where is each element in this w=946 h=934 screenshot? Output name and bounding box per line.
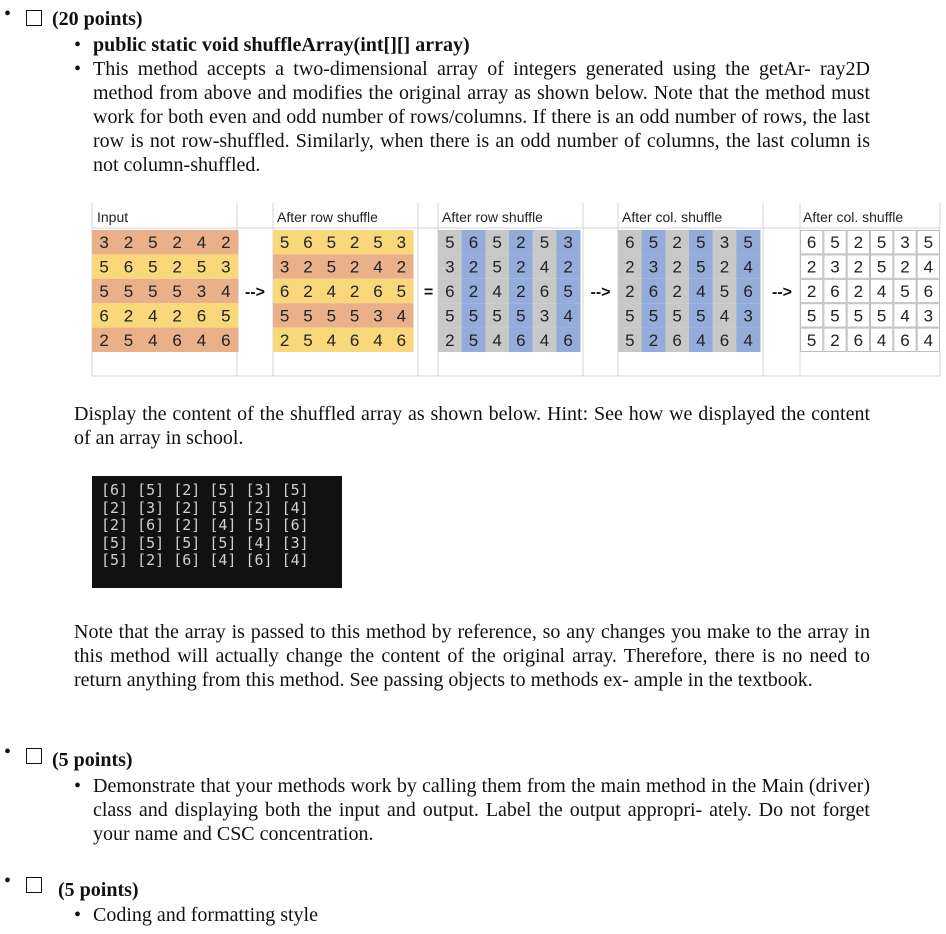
cell-value: 5 xyxy=(672,306,682,326)
cell-value: 4 xyxy=(923,257,934,277)
cell-value: 4 xyxy=(743,330,753,350)
cell-value: 5 xyxy=(221,306,231,326)
cell-value: 4 xyxy=(373,257,383,277)
console-output xyxy=(92,476,342,588)
cell-value: 5 xyxy=(373,233,383,253)
cell-value: 5 xyxy=(696,257,706,277)
cell-value: 2 xyxy=(900,257,910,277)
cell-value: 2 xyxy=(279,330,290,350)
cell-value: 6 xyxy=(648,282,659,301)
cell-value: 2 xyxy=(563,257,573,277)
cell-value: 2 xyxy=(830,330,840,350)
cell-value: 2 xyxy=(516,233,526,253)
cell-value: 5 xyxy=(468,330,479,350)
cell-value: 4 xyxy=(396,306,407,326)
cell-value: 5 xyxy=(99,282,109,301)
sub-bullet-dot: • xyxy=(74,34,82,56)
section3-description: Coding and formatting style xyxy=(93,904,318,926)
cell-value: 5 xyxy=(492,306,502,326)
cell-value: 2 xyxy=(806,257,817,277)
cell-value: 6 xyxy=(279,282,290,301)
console-line: [5] [5] [5] [5] [4] [3] xyxy=(101,533,309,552)
cell-value: 5 xyxy=(696,306,706,326)
cell-value: 5 xyxy=(445,306,455,326)
cell-value: 5 xyxy=(806,306,817,326)
cell-value: 3 xyxy=(648,257,659,277)
sub-bullet-dot: • xyxy=(74,904,82,926)
console-line: [2] [6] [2] [4] [5] [6] xyxy=(101,516,309,534)
cell-value: 4 xyxy=(900,306,910,326)
cell-value: 2 xyxy=(672,282,682,301)
cell-value: 5 xyxy=(876,233,887,253)
cell-value: 6 xyxy=(349,330,360,350)
cell-value: 6 xyxy=(672,330,682,350)
cell-value: 5 xyxy=(876,257,887,277)
section3-checkbox[interactable] xyxy=(26,877,42,893)
cell-value: 6 xyxy=(853,330,864,350)
cell-value: 4 xyxy=(923,330,934,350)
cell-value: 2 xyxy=(672,233,682,253)
cell-value: 2 xyxy=(349,233,360,253)
cell-value: 2 xyxy=(468,257,479,277)
section1-bullet: • xyxy=(4,3,12,25)
shuffle-table-grid xyxy=(0,0,946,400)
cell-value: 3 xyxy=(743,306,753,326)
section2-description: Demonstrate that your methods work by calling them from the main method in the Main (driver) class and displaying both the input and output. Label the output appropri- ately. Do not forget your name and CSC concentration. xyxy=(93,775,870,845)
cell-value: 6 xyxy=(303,233,313,253)
cell-value: 5 xyxy=(148,233,158,253)
cell-value: 2 xyxy=(349,282,360,301)
cell-value: 4 xyxy=(876,330,887,350)
cell-value: 2 xyxy=(648,330,659,350)
cell-value: 2 xyxy=(445,330,455,350)
cell-value: 5 xyxy=(648,233,659,253)
console-line: [2] [3] [2] [5] [2] [4] xyxy=(101,498,309,517)
cell-value: 4 xyxy=(148,306,158,326)
section3-points: (5 points) xyxy=(58,879,139,901)
cell-value: 6 xyxy=(196,306,207,326)
cell-value: 6 xyxy=(396,330,407,350)
sub-bullet-dot: • xyxy=(74,58,82,80)
cell-value: 5 xyxy=(563,282,573,301)
cell-value: 5 xyxy=(172,282,182,301)
cell-value: 2 xyxy=(172,306,182,326)
cell-value: 5 xyxy=(876,306,887,326)
section2-checkbox[interactable] xyxy=(26,748,42,764)
cell-value: 2 xyxy=(349,257,360,277)
cell-value: 5 xyxy=(148,257,158,277)
cell-value: 3 xyxy=(373,306,383,326)
sub-bullet-dot: • xyxy=(74,775,82,797)
cell-value: 4 xyxy=(492,330,502,350)
cell-value: 5 xyxy=(148,282,158,301)
cell-value: 5 xyxy=(923,233,934,253)
section2-bullet: • xyxy=(4,741,12,763)
cell-value: 5 xyxy=(625,306,635,326)
cell-value: 4 xyxy=(196,233,207,253)
section2-points: (5 points) xyxy=(52,749,133,771)
cell-value: 3 xyxy=(99,233,109,253)
cell-value: 6 xyxy=(99,306,109,326)
cell-value: 5 xyxy=(445,233,455,253)
cell-value: 6 xyxy=(625,233,635,253)
cell-value: 5 xyxy=(806,330,817,350)
cell-value: 5 xyxy=(123,330,134,350)
cell-value: 5 xyxy=(830,233,840,253)
cell-value: 6 xyxy=(900,330,910,350)
transition-arrow: = xyxy=(423,284,434,301)
cell-value: 6 xyxy=(445,282,455,301)
cell-value: 3 xyxy=(196,282,207,301)
cell-value: 6 xyxy=(743,282,753,301)
cell-value: 4 xyxy=(492,282,502,301)
cell-value: 5 xyxy=(696,233,706,253)
cell-value: 5 xyxy=(326,306,337,326)
cell-value: 2 xyxy=(625,257,635,277)
cell-value: 4 xyxy=(326,282,337,301)
cell-value: 2 xyxy=(516,282,526,301)
cell-value: 4 xyxy=(221,282,231,301)
cell-value: 6 xyxy=(719,330,730,350)
cell-value: 2 xyxy=(99,330,109,350)
cell-value: 3 xyxy=(539,306,550,326)
cell-value: 5 xyxy=(349,306,360,326)
column-header: After col. shuffle xyxy=(622,209,723,225)
cell-value: 5 xyxy=(468,306,479,326)
cell-value: 5 xyxy=(303,330,313,350)
cell-value: 6 xyxy=(221,330,231,350)
cell-value: 4 xyxy=(196,330,207,350)
cell-value: 2 xyxy=(719,257,730,277)
cell-value: 2 xyxy=(303,282,313,301)
cell-value: 3 xyxy=(221,257,231,277)
cell-value: 3 xyxy=(830,257,840,277)
cell-value: 4 xyxy=(539,257,550,277)
cell-value: 3 xyxy=(279,257,290,277)
cell-value: 5 xyxy=(279,306,290,326)
cell-value: 3 xyxy=(563,233,573,253)
cell-value: 5 xyxy=(396,282,407,301)
cell-value: 5 xyxy=(326,233,337,253)
cell-value: 5 xyxy=(492,233,502,253)
display-instruction: Display the content of the shuffled array as shown below. Hint: See how we displayed the content of an array in school. xyxy=(74,403,870,449)
cell-value: 5 xyxy=(123,282,134,301)
cell-value: 2 xyxy=(123,233,134,253)
cell-value: 5 xyxy=(279,233,290,253)
cell-value: 2 xyxy=(396,257,407,277)
cell-value: 5 xyxy=(743,233,753,253)
cell-value: 6 xyxy=(806,233,817,253)
cell-value: 3 xyxy=(396,233,407,253)
cell-value: 2 xyxy=(806,282,817,301)
cell-value: 4 xyxy=(563,306,573,326)
column-header: After row shuffle xyxy=(277,209,378,225)
cell-value: 6 xyxy=(830,282,840,301)
cell-value: 2 xyxy=(172,257,182,277)
cell-value: 6 xyxy=(563,330,573,350)
cell-value: 3 xyxy=(445,257,455,277)
cell-value: 2 xyxy=(172,233,182,253)
section1-description: This method accepts a two-dimensional array of integers generated using the getAr- ray2D method from above and modifies the original array as shown below. Note that the method must work for both even and odd number of rows/columns. If there is an odd number of rows, the last row is not row-shuffled. Similarly, when there is an odd number of columns, the last column is not column-shuffled. xyxy=(93,58,870,176)
method-signature: public static void shuffleArray(int[][] array) xyxy=(93,34,470,56)
cell-value: 5 xyxy=(303,306,313,326)
cell-value: 2 xyxy=(303,257,313,277)
column-header: After col. shuffle xyxy=(803,209,904,225)
cell-value: 3 xyxy=(923,306,934,326)
transition-arrow: --> xyxy=(590,284,611,301)
cell-value: 5 xyxy=(625,330,635,350)
cell-value: 5 xyxy=(539,233,550,253)
note-paragraph: Note that the array is passed to this method by reference, so any changes you make to the array in this method will actually change the content of the original array. Therefore, there is no need to return anything from this method. See passing objects to methods ex- ample in the textbook. xyxy=(74,621,870,691)
cell-value: 5 xyxy=(516,306,526,326)
cell-value: 5 xyxy=(719,282,730,301)
transition-arrow: --> xyxy=(245,284,265,301)
cell-value: 2 xyxy=(853,282,864,301)
console-line: [5] [2] [6] [4] [6] [4] xyxy=(101,551,309,569)
cell-value: 6 xyxy=(516,330,526,350)
shuffle-table xyxy=(0,0,946,400)
cell-value: 5 xyxy=(99,257,109,277)
cell-value: 4 xyxy=(696,330,706,350)
cell-value: 5 xyxy=(196,257,207,277)
column-header: Input xyxy=(97,209,129,225)
cell-value: 2 xyxy=(853,257,864,277)
column-header: After row shuffle xyxy=(442,209,543,225)
cell-value: 5 xyxy=(900,282,910,301)
cell-value: 6 xyxy=(172,330,182,350)
cell-value: 2 xyxy=(221,233,231,253)
cell-value: 4 xyxy=(326,330,337,350)
cell-value: 2 xyxy=(625,282,635,301)
cell-value: 4 xyxy=(876,282,887,301)
section1-points: (20 points) xyxy=(52,8,143,30)
cell-value: 4 xyxy=(539,330,550,350)
cell-value: 6 xyxy=(468,233,479,253)
cell-value: 5 xyxy=(326,257,337,277)
cell-value: 3 xyxy=(900,233,910,253)
cell-value: 5 xyxy=(853,306,864,326)
cell-value: 6 xyxy=(923,282,934,301)
cell-value: 6 xyxy=(373,282,383,301)
cell-value: 4 xyxy=(148,330,158,350)
cell-value: 4 xyxy=(373,330,383,350)
cell-value: 2 xyxy=(468,282,479,301)
cell-value: 5 xyxy=(830,306,840,326)
section3-bullet: • xyxy=(4,870,12,892)
cell-value: 6 xyxy=(539,282,550,301)
cell-value: 2 xyxy=(123,306,134,326)
cell-value: 5 xyxy=(648,306,659,326)
transition-arrow: --> xyxy=(772,284,792,301)
console-line: [6] [5] [2] [5] [3] [5] xyxy=(101,481,309,499)
cell-value: 4 xyxy=(696,282,706,301)
cell-value: 5 xyxy=(492,257,502,277)
cell-value: 4 xyxy=(719,306,730,326)
cell-value: 3 xyxy=(719,233,730,253)
cell-value: 6 xyxy=(123,257,134,277)
cell-value: 2 xyxy=(516,257,526,277)
cell-value: 4 xyxy=(743,257,753,277)
cell-value: 2 xyxy=(672,257,682,277)
cell-value: 2 xyxy=(853,233,864,253)
